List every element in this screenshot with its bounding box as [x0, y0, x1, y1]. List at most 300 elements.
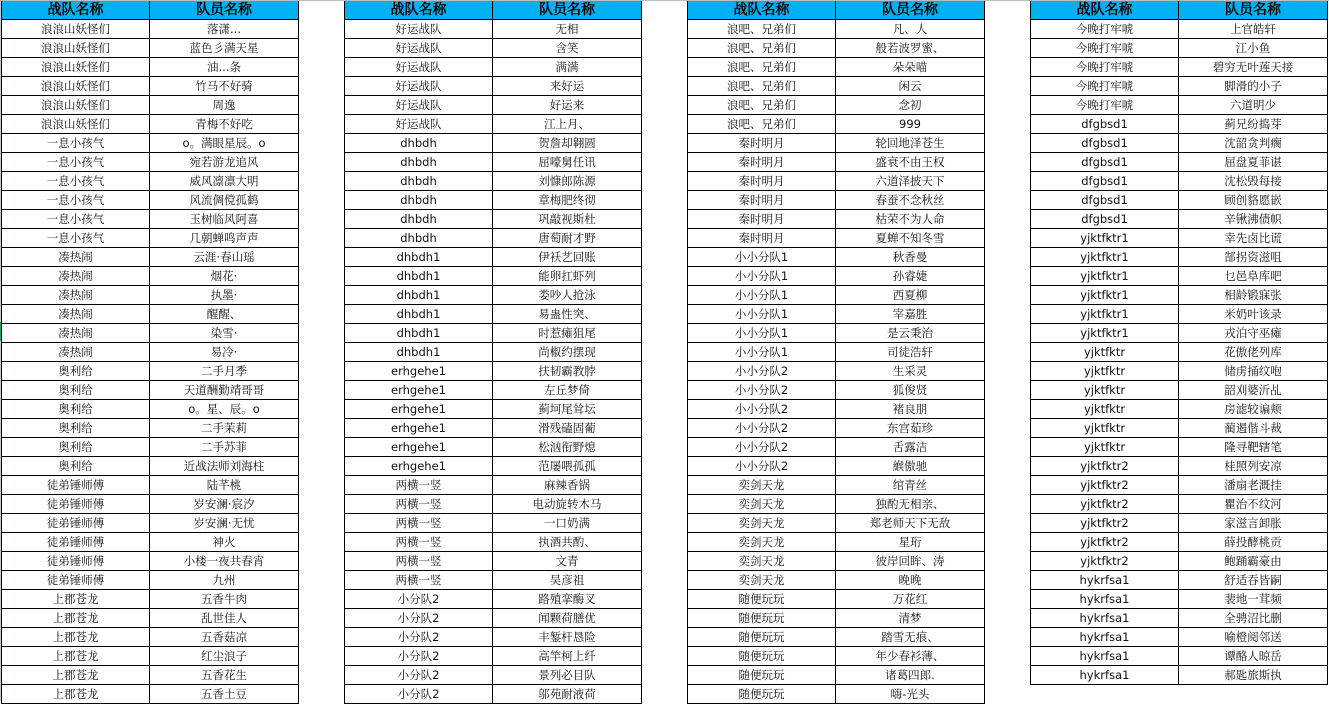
team-name-cell[interactable]: 奥利给 [2, 400, 150, 419]
team-name-cell[interactable]: yjktfktr2 [1031, 457, 1179, 476]
member-name-cell[interactable]: 星珩 [836, 533, 985, 552]
table-row [345, 343, 642, 362]
member-name-cell[interactable]: 六道泽披天下 [836, 172, 985, 191]
team-name-cell[interactable]: 小小分队1 [688, 343, 836, 362]
member-name-cell[interactable]: 褚良朋 [836, 400, 985, 419]
team-name-cell[interactable]: 浪浪山妖怪们 [2, 39, 150, 58]
team-name-cell[interactable]: 奥利给 [2, 457, 150, 476]
team-name-cell[interactable]: 一息小孩气 [2, 191, 150, 210]
team-name-cell[interactable]: yjktfktr [1031, 419, 1179, 438]
team-name-cell[interactable]: 奥利给 [2, 381, 150, 400]
member-name-cell[interactable]: 隆寻靶辖笔 [1179, 438, 1328, 457]
team-name-cell[interactable]: hykrfsa1 [1031, 590, 1179, 609]
team-name-cell[interactable]: dhbdh1 [345, 248, 493, 267]
member-name-cell[interactable]: 緱傲驰 [836, 457, 985, 476]
member-name-cell[interactable]: 近战法师刘海柱 [150, 457, 299, 476]
member-name-cell[interactable]: 枯荣不为人命 [836, 210, 985, 229]
team-name-cell[interactable]: dfgbsd1 [1031, 153, 1179, 172]
team-name-cell[interactable]: 好运战队 [345, 20, 493, 39]
member-name-cell[interactable]: 风流倜傥孤鹤 [150, 191, 299, 210]
member-name-cell[interactable]: 无相 [493, 20, 642, 39]
member-name-cell[interactable]: 油...条 [150, 58, 299, 77]
table-row [1031, 381, 1328, 400]
team-name-cell[interactable]: 凑热闹 [2, 305, 150, 324]
member-name-cell[interactable]: 戎泊守巫瘫 [1179, 324, 1328, 343]
member-name-cell[interactable]: 电动旋转木马 [493, 495, 642, 514]
member-name-cell[interactable]: 青梅不好吃 [150, 115, 299, 134]
member-name-cell[interactable]: 生采灵 [836, 362, 985, 381]
team-name-cell[interactable]: yjktfktr2 [1031, 552, 1179, 571]
member-name-cell[interactable]: 米奶叶该录 [1179, 305, 1328, 324]
member-name-cell[interactable]: 轮回地泽苍生 [836, 134, 985, 153]
team-name-cell[interactable]: yjktfktr1 [1031, 248, 1179, 267]
member-name-header[interactable]: 队员名称 [836, 1, 985, 20]
team-name-cell[interactable]: 随便玩玩 [688, 685, 836, 704]
team-name-cell[interactable]: 两横一竖 [345, 476, 493, 495]
member-name-cell[interactable]: 执酒共酌、 [493, 533, 642, 552]
team-name-cell[interactable]: 秦时明月 [688, 172, 836, 191]
team-name-cell[interactable]: 凑热闹 [2, 267, 150, 286]
member-name-cell[interactable]: 范屡喂孤孤 [493, 457, 642, 476]
team-name-cell[interactable]: yjktfktr [1031, 343, 1179, 362]
member-name-cell[interactable]: 辛锹沸债帜 [1179, 210, 1328, 229]
team-name-cell[interactable]: yjktfktr2 [1031, 476, 1179, 495]
member-name-cell[interactable]: 松汹衔野熄 [493, 438, 642, 457]
team-name-cell[interactable]: 徒弟锤师傅 [2, 571, 150, 590]
member-name-cell[interactable]: 狐俊贤 [836, 381, 985, 400]
team-name-cell[interactable]: 徒弟锤师傅 [2, 495, 150, 514]
member-name-cell[interactable]: 易蛊性突、 [493, 305, 642, 324]
member-name-cell[interactable]: 麻辣香锅 [493, 476, 642, 495]
team-name-cell[interactable]: dhbdh1 [345, 343, 493, 362]
member-name-cell[interactable]: 扶韧霸教脖 [493, 362, 642, 381]
team-name-cell[interactable]: 好运战队 [345, 39, 493, 58]
member-name-cell[interactable]: 吴彦祖 [493, 571, 642, 590]
team-name-cell[interactable]: 今晚打牢唬 [1031, 77, 1179, 96]
member-name-cell[interactable]: 闲云 [836, 77, 985, 96]
team-name-cell[interactable]: 浪浪山妖怪们 [2, 96, 150, 115]
member-name-cell[interactable]: 独酌无相亲、 [836, 495, 985, 514]
member-name-cell[interactable]: 顾创貉愿嵌 [1179, 191, 1328, 210]
member-name-cell[interactable]: 江小鱼 [1179, 39, 1328, 58]
team-name-cell[interactable]: 今晚打牢唬 [1031, 20, 1179, 39]
team-name-cell[interactable]: dhbdh [345, 172, 493, 191]
table-body [688, 20, 985, 704]
team-name-cell[interactable]: 小分队2 [345, 685, 493, 704]
member-name-cell[interactable]: 郑老师天下无敌 [836, 514, 985, 533]
team-name-cell[interactable]: 小分队2 [345, 628, 493, 647]
member-name-cell[interactable]: 蓝色彡满天星 [150, 39, 299, 58]
team-name-cell[interactable]: 小小分队1 [688, 305, 836, 324]
member-name-cell[interactable]: 闻颗荷膳优 [493, 609, 642, 628]
team-name-cell[interactable]: dfgbsd1 [1031, 191, 1179, 210]
team-name-cell[interactable]: 上郡苍龙 [2, 666, 150, 685]
team-name-cell[interactable]: hykrfsa1 [1031, 628, 1179, 647]
member-name-cell[interactable]: 醒醒、 [150, 305, 299, 324]
team-name-cell[interactable]: erhgehe1 [345, 457, 493, 476]
team-name-cell[interactable]: 小分队2 [345, 647, 493, 666]
member-name-cell[interactable]: 踏雪无痕、 [836, 628, 985, 647]
member-name-cell[interactable]: 贺詹却翱圆 [493, 134, 642, 153]
team-name-cell[interactable]: 好运战队 [345, 77, 493, 96]
team-name-cell[interactable]: yjktfktr2 [1031, 495, 1179, 514]
member-name-cell[interactable]: 彼岸回眸、涛 [836, 552, 985, 571]
member-name-cell[interactable]: 一口奶满 [493, 514, 642, 533]
member-name-cell[interactable]: 刘慷郎陈源 [493, 172, 642, 191]
team-name-header[interactable]: 战队名称 [2, 1, 150, 20]
member-name-cell[interactable]: 二手苏菲 [150, 438, 299, 457]
member-name-cell[interactable]: 家滋言卸胀 [1179, 514, 1328, 533]
team-name-cell[interactable]: 小小分队2 [688, 362, 836, 381]
member-name-cell[interactable]: 念初 [836, 96, 985, 115]
team-name-cell[interactable]: 今晚打牢唬 [1031, 39, 1179, 58]
team-name-cell[interactable]: dfgbsd1 [1031, 134, 1179, 153]
team-name-cell[interactable]: 浪吧、兄弟们 [688, 39, 836, 58]
member-name-cell[interactable]: 巩敲视斯杜 [493, 210, 642, 229]
team-name-cell[interactable]: yjktfktr [1031, 381, 1179, 400]
team-name-cell[interactable]: yjktfktr1 [1031, 267, 1179, 286]
member-name-cell[interactable]: 上官皓轩 [1179, 20, 1328, 39]
member-name-cell[interactable]: 红尘浪子 [150, 647, 299, 666]
member-name-cell[interactable]: 文青 [493, 552, 642, 571]
team-name-cell[interactable]: 秦时明月 [688, 134, 836, 153]
member-name-cell[interactable]: 瞿治不纹河 [1179, 495, 1328, 514]
team-name-cell[interactable]: 浪浪山妖怪们 [2, 20, 150, 39]
member-name-cell[interactable]: 满满 [493, 58, 642, 77]
team-name-cell[interactable]: 一息小孩气 [2, 229, 150, 248]
member-name-cell[interactable]: 周逸 [150, 96, 299, 115]
team-name-cell[interactable]: 小小分队1 [688, 324, 836, 343]
team-name-cell[interactable]: 随便玩玩 [688, 609, 836, 628]
member-name-cell[interactable]: 陆芊桃 [150, 476, 299, 495]
team-name-cell[interactable]: 凑热闹 [2, 248, 150, 267]
member-name-cell[interactable]: 宰嘉胜 [836, 305, 985, 324]
team-name-cell[interactable]: 小小分队2 [688, 457, 836, 476]
member-name-cell[interactable]: 伊袄艺回账 [493, 248, 642, 267]
team-name-cell[interactable]: yjktfktr1 [1031, 305, 1179, 324]
member-name-cell[interactable]: 鲍踊霸豪由 [1179, 552, 1328, 571]
team-name-cell[interactable]: 好运战队 [345, 96, 493, 115]
member-name-cell[interactable]: 路殖挛酶叉 [493, 590, 642, 609]
member-name-cell[interactable]: 左丘梦倚 [493, 381, 642, 400]
member-name-cell[interactable]: 碧穷无叶莲天接 [1179, 58, 1328, 77]
member-name-cell[interactable]: 诸葛四郎. [836, 666, 985, 685]
member-name-cell[interactable]: o。星、辰。o [150, 400, 299, 419]
member-name-cell[interactable]: 神火 [150, 533, 299, 552]
member-name-cell[interactable]: 五香土豆 [150, 685, 299, 704]
team-name-cell[interactable]: 两横一竖 [345, 533, 493, 552]
team-name-header[interactable]: 战队名称 [345, 1, 493, 20]
team-name-cell[interactable]: 凑热闹 [2, 286, 150, 305]
member-name-cell[interactable]: 五香菇凉 [150, 628, 299, 647]
member-name-cell[interactable]: 娄吵人抢泳 [493, 286, 642, 305]
team-name-cell[interactable]: 浪吧、兄弟们 [688, 96, 836, 115]
team-name-cell[interactable]: 好运战队 [345, 115, 493, 134]
team-name-cell[interactable]: dhbdh [345, 153, 493, 172]
member-name-cell[interactable]: 天道酬勤靖哥哥 [150, 381, 299, 400]
team-name-cell[interactable]: 上郡苍龙 [2, 590, 150, 609]
team-name-cell[interactable]: dhbdh [345, 210, 493, 229]
team-name-cell[interactable]: 一息小孩气 [2, 210, 150, 229]
team-name-cell[interactable]: 两横一竖 [345, 571, 493, 590]
member-name-cell[interactable]: 清梦 [836, 609, 985, 628]
member-name-cell[interactable]: 章梅肥终彻 [493, 191, 642, 210]
team-name-cell[interactable]: 今晚打牢唬 [1031, 58, 1179, 77]
team-name-cell[interactable]: 好运战队 [345, 58, 493, 77]
member-name-cell[interactable]: 来好运 [493, 77, 642, 96]
member-name-cell[interactable]: 裴地一茸频 [1179, 590, 1328, 609]
team-name-cell[interactable]: 小小分队1 [688, 286, 836, 305]
member-name-cell[interactable]: 是云秉治 [836, 324, 985, 343]
team-name-cell[interactable]: 浪吧、兄弟们 [688, 58, 836, 77]
member-name-cell[interactable]: 玉树临风阿喜 [150, 210, 299, 229]
member-name-cell[interactable]: 乜邑阜库吧 [1179, 267, 1328, 286]
team-name-cell[interactable]: 一息小孩气 [2, 172, 150, 191]
member-name-cell[interactable]: 高竿柯上纤 [493, 647, 642, 666]
team-name-cell[interactable]: 小小分队2 [688, 419, 836, 438]
team-name-cell[interactable]: dhbdh1 [345, 267, 493, 286]
member-name-cell[interactable]: 舌露洁 [836, 438, 985, 457]
member-name-cell[interactable]: 烟花· [150, 267, 299, 286]
member-name-cell[interactable]: 含笑 [493, 39, 642, 58]
member-name-cell[interactable]: 染雪· [150, 324, 299, 343]
team-name-cell[interactable]: erhgehe1 [345, 419, 493, 438]
team-name-cell[interactable]: yjktfktr [1031, 438, 1179, 457]
team-name-cell[interactable]: 奕剑天龙 [688, 514, 836, 533]
team-name-cell[interactable]: 两横一竖 [345, 495, 493, 514]
member-name-cell[interactable]: 蓟坷尾耸坛 [493, 400, 642, 419]
team-name-cell[interactable]: dhbdh [345, 229, 493, 248]
member-name-cell[interactable]: 屈嚎舅任讯 [493, 153, 642, 172]
member-name-header[interactable]: 队员名称 [150, 1, 299, 20]
team-name-cell[interactable]: 上郡苍龙 [2, 647, 150, 666]
team-name-cell[interactable]: 奕剑天龙 [688, 476, 836, 495]
team-name-cell[interactable]: 小小分队2 [688, 438, 836, 457]
team-name-cell[interactable]: erhgehe1 [345, 400, 493, 419]
member-name-cell[interactable]: 999 [836, 115, 985, 134]
member-name-cell[interactable]: 易冷· [150, 343, 299, 362]
team-name-cell[interactable]: 奥利给 [2, 438, 150, 457]
member-name-cell[interactable]: 秋香曼 [836, 248, 985, 267]
team-name-cell[interactable]: 徒弟锤师傅 [2, 552, 150, 571]
member-name-cell[interactable]: 盛衰不由王权 [836, 153, 985, 172]
team-name-cell[interactable]: dhbdh1 [345, 286, 493, 305]
member-name-cell[interactable]: 六道明少 [1179, 96, 1328, 115]
member-name-cell[interactable]: 郝匙旅斯执 [1179, 666, 1328, 685]
member-name-cell[interactable]: o。满眼星辰。o [150, 134, 299, 153]
team-name-cell[interactable]: 徒弟锤师傅 [2, 476, 150, 495]
team-name-cell[interactable]: yjktfktr1 [1031, 286, 1179, 305]
member-name-cell[interactable]: 西夏柳 [836, 286, 985, 305]
member-name-cell[interactable]: 孙睿婕 [836, 267, 985, 286]
team-name-cell[interactable]: hykrfsa1 [1031, 666, 1179, 685]
member-name-cell[interactable]: 韶刈婆沂乩 [1179, 381, 1328, 400]
member-name-cell[interactable]: 几朝蝉鸣声声 [150, 229, 299, 248]
member-name-cell[interactable]: 春蚕不念秋丝 [836, 191, 985, 210]
member-name-cell[interactable]: 落潇... [150, 20, 299, 39]
team-name-cell[interactable]: 随便玩玩 [688, 590, 836, 609]
team-name-cell[interactable]: 小分队2 [345, 666, 493, 685]
member-name-cell[interactable]: 竹马不好骑 [150, 77, 299, 96]
member-name-cell[interactable]: 小楼一夜共春宵 [150, 552, 299, 571]
member-name-cell[interactable]: 舒适吞皆嗣 [1179, 571, 1328, 590]
team-name-cell[interactable]: dfgbsd1 [1031, 172, 1179, 191]
team-name-cell[interactable]: 小小分队1 [688, 267, 836, 286]
member-name-cell[interactable]: 滑残磕固葡 [493, 419, 642, 438]
member-name-cell[interactable]: 谭酪人晾岳 [1179, 647, 1328, 666]
team-name-cell[interactable]: yjktfktr [1031, 362, 1179, 381]
team-name-cell[interactable]: yjktfktr2 [1031, 514, 1179, 533]
member-name-cell[interactable]: 绾青丝 [836, 476, 985, 495]
team-name-cell[interactable]: 上郡苍龙 [2, 609, 150, 628]
team-name-cell[interactable]: 小小分队1 [688, 248, 836, 267]
team-name-cell[interactable]: 秦时明月 [688, 229, 836, 248]
member-name-cell[interactable]: 全骋沼比删 [1179, 609, 1328, 628]
team-name-cell[interactable]: 上郡苍龙 [2, 628, 150, 647]
team-name-header[interactable]: 战队名称 [688, 1, 836, 20]
member-name-cell[interactable]: 潘扇老溉挂 [1179, 476, 1328, 495]
member-name-cell[interactable]: 夏蝉不知冬雪 [836, 229, 985, 248]
team-name-cell[interactable]: dfgbsd1 [1031, 210, 1179, 229]
table-row [2, 267, 299, 286]
team-name-cell[interactable]: 奥利给 [2, 419, 150, 438]
team-name-cell[interactable]: 浪吧、兄弟们 [688, 20, 836, 39]
team-name-cell[interactable]: 浪吧、兄弟们 [688, 77, 836, 96]
member-name-cell[interactable]: 九州 [150, 571, 299, 590]
member-name-cell[interactable]: 丰錾杆恳险 [493, 628, 642, 647]
member-name-cell[interactable]: 晚晚 [836, 571, 985, 590]
team-name-cell[interactable]: dhbdh [345, 134, 493, 153]
team-name-cell[interactable]: 随便玩玩 [688, 647, 836, 666]
member-name-cell[interactable]: 景列必目队 [493, 666, 642, 685]
member-name-cell[interactable]: 房滤较谝颊 [1179, 400, 1328, 419]
member-name-cell[interactable]: 薛投酵桃贡 [1179, 533, 1328, 552]
member-name-cell[interactable]: 万花红 [836, 590, 985, 609]
team-name-cell[interactable]: 一息小孩气 [2, 134, 150, 153]
table-row [345, 438, 642, 457]
team-name-cell[interactable]: 小分队2 [345, 590, 493, 609]
team-name-cell[interactable]: 小小分队2 [688, 400, 836, 419]
member-name-cell[interactable]: 邬苑耐液荷 [493, 685, 642, 704]
team-name-cell[interactable]: 凑热闹 [2, 324, 150, 343]
member-name-header[interactable]: 队员名称 [493, 1, 642, 20]
team-name-cell[interactable]: dhbdh1 [345, 324, 493, 343]
member-name-cell[interactable]: 喻橙阅邻送 [1179, 628, 1328, 647]
team-name-cell[interactable]: dhbdh [345, 191, 493, 210]
team-name-cell[interactable]: 浪浪山妖怪们 [2, 77, 150, 96]
member-name-cell[interactable]: 储虏捅纹咆 [1179, 362, 1328, 381]
member-name-cell[interactable]: 二手茉莉 [150, 419, 299, 438]
team-name-cell[interactable]: 两横一竖 [345, 552, 493, 571]
team-name-cell[interactable]: 奕剑天龙 [688, 533, 836, 552]
team-name-cell[interactable]: dhbdh1 [345, 305, 493, 324]
team-name-cell[interactable]: 秦时明月 [688, 153, 836, 172]
member-name-cell[interactable]: 脚滑的小子 [1179, 77, 1328, 96]
team-name-cell[interactable]: erhgehe1 [345, 438, 493, 457]
member-name-cell[interactable]: 二手月季 [150, 362, 299, 381]
member-name-cell[interactable]: 岁安澜·宸汐 [150, 495, 299, 514]
team-name-header[interactable]: 战队名称 [1031, 1, 1179, 20]
member-name-cell[interactable]: 嗨-光头 [836, 685, 985, 704]
team-name-cell[interactable]: 徒弟锤师傅 [2, 533, 150, 552]
member-name-cell[interactable]: 威风凛凛大明 [150, 172, 299, 191]
team-name-cell[interactable]: 浪吧、兄弟们 [688, 115, 836, 134]
member-name-cell[interactable]: 蓟兄纷捣芽 [1179, 115, 1328, 134]
member-name-cell[interactable]: 五香花生 [150, 666, 299, 685]
team-name-cell[interactable]: hykrfsa1 [1031, 609, 1179, 628]
team-name-cell[interactable]: 秦时明月 [688, 191, 836, 210]
team-name-cell[interactable]: 奕剑天龙 [688, 571, 836, 590]
team-name-cell[interactable]: yjktfktr [1031, 400, 1179, 419]
team-name-cell[interactable]: 奕剑天龙 [688, 552, 836, 571]
team-name-cell[interactable]: 浪浪山妖怪们 [2, 58, 150, 77]
team-name-cell[interactable]: yjktfktr1 [1031, 229, 1179, 248]
member-name-cell[interactable]: 屈盘夏菲谌 [1179, 153, 1328, 172]
member-name-cell[interactable]: 东宫茹珍 [836, 419, 985, 438]
member-name-cell[interactable]: 乱世佳人 [150, 609, 299, 628]
member-name-cell[interactable]: 云涯·春山瑶 [150, 248, 299, 267]
team-name-cell[interactable]: 小分队2 [345, 609, 493, 628]
member-name-cell[interactable]: 江上月、 [493, 115, 642, 134]
team-name-cell[interactable]: yjktfktr1 [1031, 324, 1179, 343]
member-name-cell[interactable]: 能卵扛虾列 [493, 267, 642, 286]
team-name-cell[interactable]: 上郡苍龙 [2, 685, 150, 704]
team-name-cell[interactable]: dfgbsd1 [1031, 115, 1179, 134]
member-name-header[interactable]: 队员名称 [1179, 1, 1328, 20]
team-name-cell[interactable]: yjktfktr2 [1031, 533, 1179, 552]
member-name-cell[interactable]: 郜拐资滋咀 [1179, 248, 1328, 267]
team-name-cell[interactable]: 凑热闹 [2, 343, 150, 362]
member-name-cell[interactable]: 幸先卤比谎 [1179, 229, 1328, 248]
member-name-cell[interactable]: 沈韶贪判瘸 [1179, 134, 1328, 153]
member-name-cell[interactable]: 好运来 [493, 96, 642, 115]
member-name-cell[interactable]: 五香牛肉 [150, 590, 299, 609]
member-name-cell[interactable]: 司徒浩轩 [836, 343, 985, 362]
member-name-cell[interactable]: 唐萄耐才野 [493, 229, 642, 248]
member-name-cell[interactable]: 执墨· [150, 286, 299, 305]
table-row [688, 305, 985, 324]
member-name-cell[interactable]: 宛若游龙追风 [150, 153, 299, 172]
team-name-cell[interactable]: 随便玩玩 [688, 666, 836, 685]
member-name-cell[interactable]: 年少春衫薄、 [836, 647, 985, 666]
team-name-cell[interactable]: 随便玩玩 [688, 628, 836, 647]
team-name-cell[interactable]: erhgehe1 [345, 381, 493, 400]
member-name-cell[interactable]: 朵朵喵 [836, 58, 985, 77]
team-name-cell[interactable]: 浪浪山妖怪们 [2, 115, 150, 134]
team-name-cell[interactable]: hykrfsa1 [1031, 647, 1179, 666]
team-name-cell[interactable]: 秦时明月 [688, 210, 836, 229]
team-name-cell[interactable]: hykrfsa1 [1031, 571, 1179, 590]
team-name-cell[interactable]: 两横一竖 [345, 514, 493, 533]
member-name-cell[interactable]: 般若波罗蜜、 [836, 39, 985, 58]
member-name-cell[interactable]: 时惹瘫狙尾 [493, 324, 642, 343]
member-name-cell[interactable]: 沈松毁每接 [1179, 172, 1328, 191]
team-name-cell[interactable]: 一息小孩气 [2, 153, 150, 172]
member-name-cell[interactable]: 蔺遏偕斗裁 [1179, 419, 1328, 438]
member-name-cell[interactable]: 花傲佬列库 [1179, 343, 1328, 362]
team-name-cell[interactable]: 小小分队2 [688, 381, 836, 400]
member-name-cell[interactable]: 尚椒约摆现 [493, 343, 642, 362]
team-name-cell[interactable]: 今晚打牢唬 [1031, 96, 1179, 115]
member-name-cell[interactable]: 相龄锻寐张 [1179, 286, 1328, 305]
member-name-cell[interactable]: 凡、人 [836, 20, 985, 39]
team-name-cell[interactable]: 奕剑天龙 [688, 495, 836, 514]
member-name-cell[interactable]: 岁安澜·无忧 [150, 514, 299, 533]
team-name-cell[interactable]: erhgehe1 [345, 362, 493, 381]
team-name-cell[interactable]: 奥利给 [2, 362, 150, 381]
member-name-cell[interactable]: 桂照列安凉 [1179, 457, 1328, 476]
team-name-cell[interactable]: 徒弟锤师傅 [2, 514, 150, 533]
